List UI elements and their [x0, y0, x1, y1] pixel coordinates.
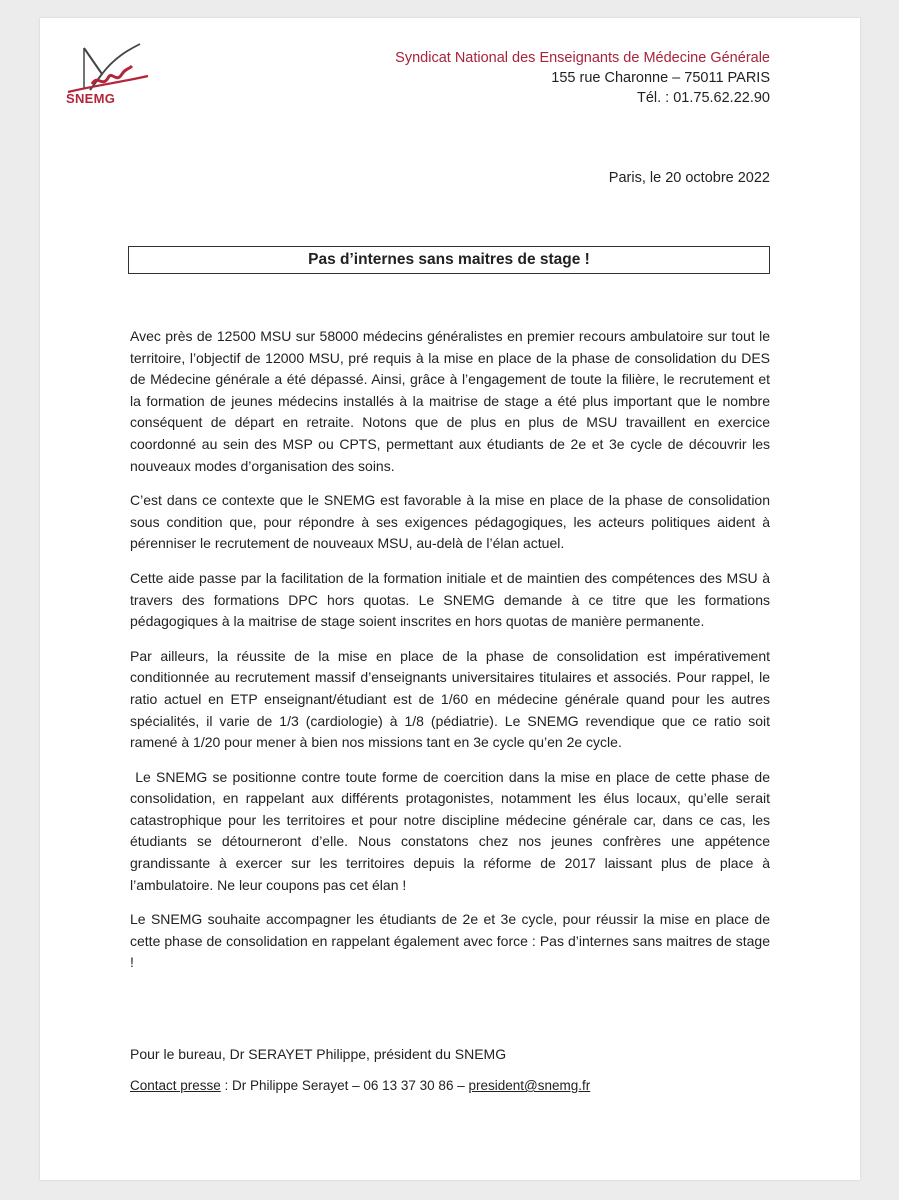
contact-email-link[interactable]: president@snemg.fr [468, 1078, 591, 1093]
document-page [40, 18, 860, 1180]
signature-line: Pour le bureau, Dr SERAYET Philippe, président du SNEMG [130, 1046, 507, 1062]
paragraph: Cette aide passe par la facilitation de la formation initiale et de maintien des compétences des MSU à travers des formations DPC hors quotas. Le SNEMG demande à ce titre que les formations pédagogiques à la maitrise de stage soient inscrites en hors quotas de manière permanente. [130, 569, 770, 630]
contact-label: Contact presse [130, 1078, 221, 1093]
org-address: 155 rue Charonne – 75011 PARIS [551, 70, 770, 86]
letter-title: Pas d’internes sans maitres de stage ! [128, 246, 770, 274]
paragraph: Le SNEMG se positionne contre toute forme de coercition dans la mise en place de cette phase de consolidation, en rappelant aux différents protagonistes, notamment les élus locaux, qu’elle serait catastrophique pour les territoires et pour notre discipline médecine générale car, dans ce cas, les étudiants se détourneront d’elle. Nous constatons chez nos jeunes confrères une appétence grandissante à exercer sur les territoires depuis la réforme de 2017 laissant plus de place à l’ambulatoire. Ne leur coupons pas cet élan ! [130, 768, 774, 893]
letterhead [395, 48, 770, 108]
org-name: Syndicat National des Enseignants de Médecine Générale [395, 50, 770, 66]
letter-body [130, 326, 774, 987]
paragraph: Par ailleurs, la réussite de la mise en place de la phase de consolidation est impérativement conditionnée au recrutement massif d’enseignants universitaires titulaires et associés. Pour rappel, le ratio actuel en ETP enseignant/étudiant est de 1/60 en médecine générale quand pour les autres spécialités, il varie de 1/3 (cardiologie) à 1/8 (pédiatrie). Le SNEMG revendique que ce ratio soit ramené à 1/20 pour mener à bien nos missions tant en 3e cycle qu’en 2e cycle. [130, 647, 770, 751]
paragraph: Le SNEMG souhaite accompagner les étudiants de 2e et 3e cycle, pour réussir la mise en place de cette phase de consolidation en rappelant également avec force : Pas d’internes sans maitres de stage ! [130, 911, 770, 971]
org-phone: Tél. : 01.75.62.22.90 [636, 90, 770, 106]
paragraph: Avec près de 12500 MSU sur 58000 médecins généralistes en premier recours ambulatoire sur tout le territoire, l’objectif de 12000 MSU, pré requis à la mise en place de la phase de consolidation du DES de Médecine générale a été dépassé. Ainsi, grâce à l’engagement de toute la filière, le recrutement et la formation de jeunes médecins installés à la maitrise de stage a été plus important que le nombre conséquent de départ en retraite. Notons que de plus en plus de MSU travaillent en exercice coordonné au sein des MSP ou CPTS, permettant aux étudiants de 2e et 3e cycle de découvrir les nouveaux modes d’organisation des soins. [130, 328, 770, 474]
paragraph: C’est dans ce contexte que le SNEMG est favorable à la mise en place de la phase de consolidation sous condition que, pour répondre à ses exigences pédagogiques, les acteurs politiques aident à pérenniser le recrutement de nouveaux MSU, au-delà de l’élan actuel. [130, 492, 770, 552]
press-contact [130, 1078, 590, 1093]
logo-wordmark: SNEMG [66, 91, 116, 106]
contact-details: : Dr Philippe Serayet – 06 13 37 30 86 – [220, 1078, 469, 1093]
letter-date: Paris, le 20 octobre 2022 [608, 170, 770, 186]
